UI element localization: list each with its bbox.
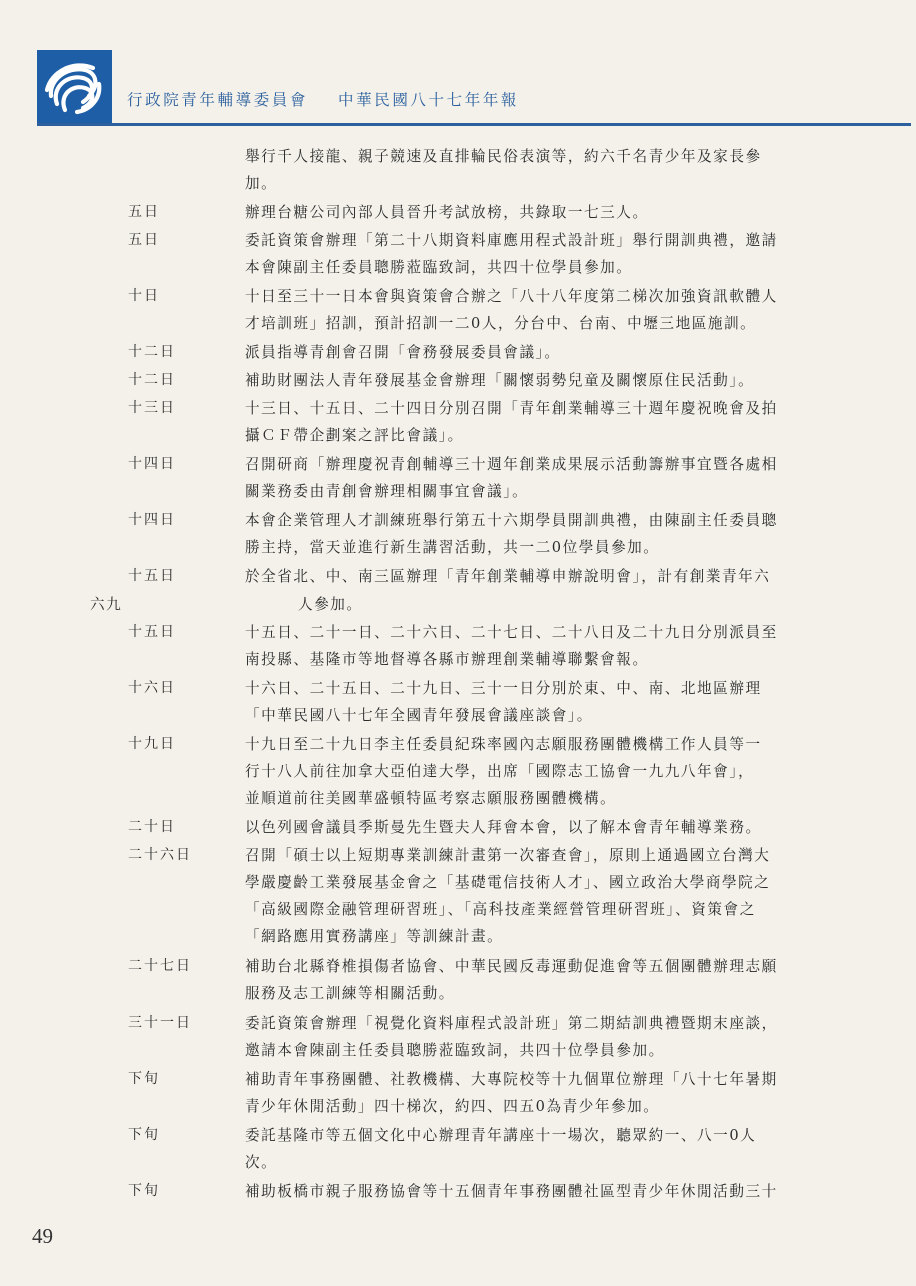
header-org: 行政院青年輔導委員會	[127, 91, 309, 109]
entry-text-line: 十六日、二十五日、二十九日、三十一日分別於東、中、南、北地區辦理	[245, 680, 762, 697]
entry-date: 下旬	[128, 1127, 160, 1143]
entry-text-line: 召開研商「辦理慶祝青創輔導三十週年創業成果展示活動籌辦事宜暨各處相	[245, 456, 778, 473]
entry-text-line: 補助青年事務團體、社教機構、大專院校等十九個單位辦理「八十七年暑期	[245, 1071, 778, 1088]
entry-date: 十九日	[128, 736, 176, 752]
entry-text-line: 六九	[90, 596, 123, 613]
entry-date: 十日	[128, 288, 160, 304]
entry-text-line: 十五日、二十一日、二十六日、二十七日、二十八日及二十九日分別派員至	[245, 624, 778, 641]
entry-date: 五日	[128, 204, 160, 220]
entry-text-line: 攝ＣＦ帶企劃案之評比會議」。	[245, 427, 464, 444]
entry-text-line: 「網路應用實務講座」等訓練計畫。	[245, 928, 504, 945]
entry-text-line: 才培訓班」招訓，預計招訓一二0人，分台中、台南、中壢三地區施訓。	[245, 315, 757, 332]
entry-text-line: 邀請本會陳副主任委員聰勝蒞臨致詞，共四十位學員參加。	[245, 1042, 665, 1059]
entry-date: 十二日	[128, 344, 176, 360]
entry-text-line: 以色列國會議員季斯曼先生暨夫人拜會本會，以了解本會青年輔導業務。	[245, 819, 762, 836]
entry-text-line: 委託資策會辦理「視覺化資料庫程式設計班」第二期結訓典禮暨期末座談，	[245, 1015, 778, 1032]
entry-date: 十六日	[128, 680, 176, 696]
entry-text-line: 服務及志工訓練等相關活動。	[245, 985, 455, 1002]
entry-date: 十四日	[128, 512, 176, 528]
entry-text-line: 補助台北縣脊椎損傷者協會、中華民國反毒運動促進會等五個團體辦理志願	[245, 958, 778, 975]
entry-date: 十二日	[128, 372, 176, 388]
entry-text-line: 「中華民國八十七年全國青年發展會議座談會」。	[245, 707, 593, 724]
header-report: 中華民國八十七年年報	[338, 91, 520, 109]
page-number: 49	[32, 1224, 53, 1248]
entry-date: 十五日	[128, 568, 176, 584]
entry-text-line: 於全省北、中、南三區辦理「青年創業輔導申辦說明會」，計有創業青年六	[245, 568, 771, 585]
entry-text-line: 十三日、十五日、二十四日分別召開「青年創業輔導三十週年慶祝晚會及拍	[245, 400, 778, 417]
entry-text-line: 次。	[245, 1154, 278, 1171]
entry-date: 下旬	[128, 1183, 160, 1199]
entry-date: 三十一日	[128, 1015, 192, 1031]
entry-text-line: 「高級國際金融管理研習班」、「高科技產業經營管理研習班」、資策會之	[245, 901, 756, 918]
entry-text-line: 十日至三十一日本會與資策會合辦之「八十八年度第二梯次加強資訊軟體人	[245, 288, 778, 305]
entry-text-line: 補助財團法人青年發展基金會辦理「關懷弱勢兒童及關懷原住民活動」。	[245, 372, 755, 389]
entry-date: 五日	[128, 232, 160, 248]
entry-date: 二十六日	[128, 847, 192, 863]
entry-text-line: 關業務委由青創會辦理相關事宜會議」。	[245, 483, 529, 500]
entry-date: 二十日	[128, 819, 176, 835]
entry-date: 十五日	[128, 624, 176, 640]
entry-text-line: 青少年休閒活動」四十梯次，約四、四五0為青少年參加。	[245, 1098, 660, 1115]
entry-text-line: 補助板橋市親子服務協會等十五個青年事務團體社區型青少年休閒活動三十	[245, 1183, 778, 1200]
entry-text-line: 十九日至二十九日李主任委員紀珠率國內志願服務團體機構工作人員等一	[245, 736, 762, 753]
entry-text-line: 人參加。	[298, 596, 363, 613]
entry-text-line: 加。	[245, 175, 278, 192]
entry-text-line: 本會企業管理人才訓練班舉行第五十六期學員開訓典禮，由陳副主任委員聰	[245, 512, 778, 529]
entry-text-line: 並順道前往美國華盛頓特區考察志願服務團體機構。	[245, 790, 617, 807]
entry-text-line: 委託基隆市等五個文化中心辦理青年講座十一場次，聽眾約一、八一0人	[245, 1127, 757, 1144]
entry-text-line: 勝主持，當天並進行新生講習活動，共一二0位學員參加。	[245, 539, 660, 556]
entry-text-line: 行十八人前往加拿大亞伯達大學，出席「國際志工協會一九九八年會」，	[245, 763, 755, 780]
entry-text-line: 派員指導青創會召開「會務發展委員會議」。	[245, 344, 561, 361]
entry-date: 十三日	[128, 400, 176, 416]
entry-text-line: 學嚴慶齡工業發展基金會之「基礎電信技術人才」、國立政治大學商學院之	[245, 874, 771, 891]
entry-text-line: 委託資策會辦理「第二十八期資料庫應用程式設計班」舉行開訓典禮，邀請	[245, 232, 778, 249]
entry-text-line: 本會陳副主任委員聰勝蒞臨致詞，共四十位學員參加。	[245, 259, 633, 276]
entry-text-line: 召開「碩士以上短期專業訓練計畫第一次審查會」，原則上通過國立台灣大	[245, 847, 771, 864]
entry-text-line: 辦理台糖公司內部人員晉升考試放榜，共錄取一七三人。	[245, 204, 649, 221]
entry-text-line: 南投縣、基隆市等地督導各縣市辦理創業輔導聯繫會報。	[245, 651, 649, 668]
entry-date: 十四日	[128, 456, 176, 472]
entry-text-line: 舉行千人接龍、親子競速及直排輪民俗表演等，約六千名青少年及家長參	[245, 148, 762, 165]
entry-date: 二十七日	[128, 958, 192, 974]
entry-date: 下旬	[128, 1071, 160, 1087]
